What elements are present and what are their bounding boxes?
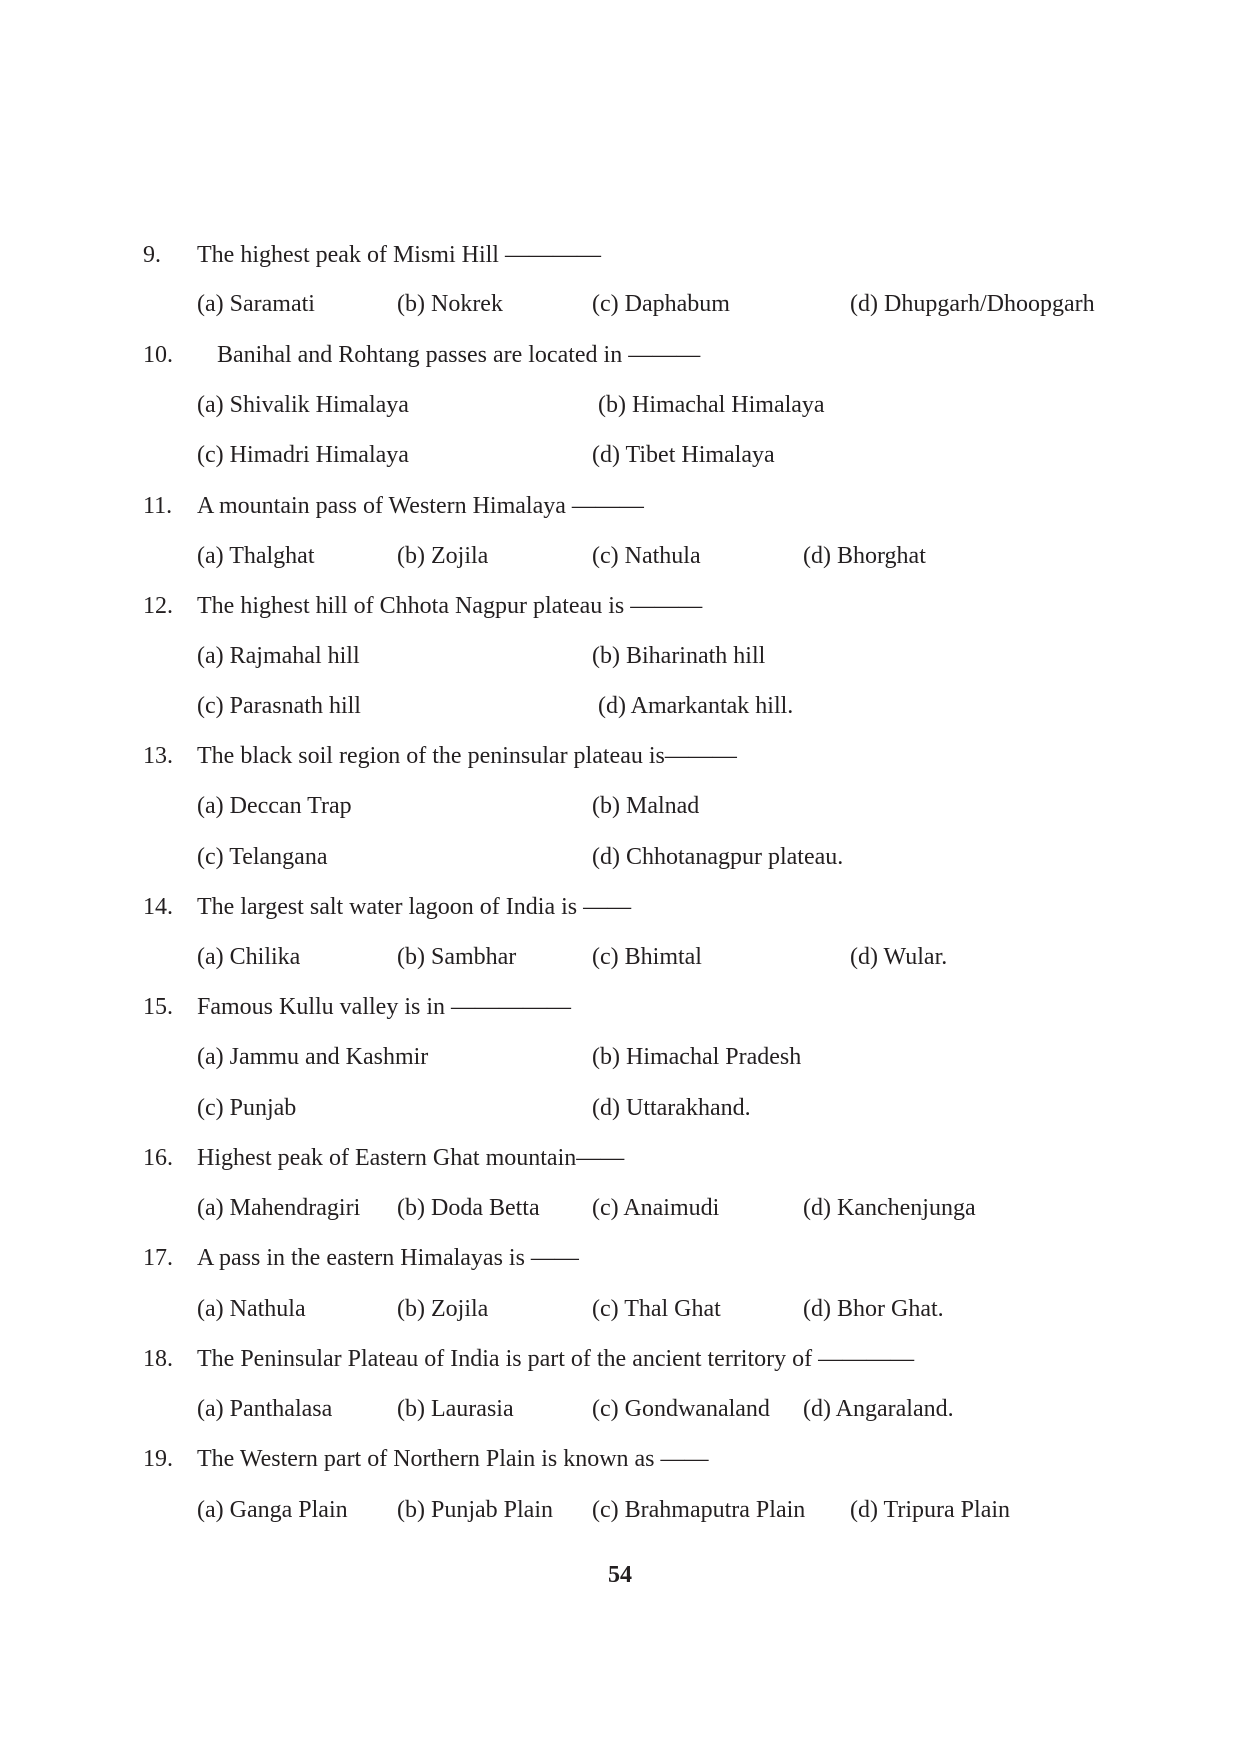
option-c: (c) Nathula	[592, 543, 701, 569]
option-d: (d) Dhupgarh/Dhoopgarh	[850, 291, 1095, 317]
question-number: 10.	[143, 342, 173, 368]
question-number: 17.	[143, 1245, 173, 1271]
question-number: 19.	[143, 1446, 173, 1472]
question-number: 16.	[143, 1145, 173, 1171]
option-d: (d) Bhorghat	[803, 543, 926, 569]
question-text: The highest hill of Chhota Nagpur plateau is ———	[197, 593, 703, 619]
option-c: (c) Telangana	[197, 844, 328, 870]
question-number: 15.	[143, 994, 173, 1020]
option-b: (b) Biharinath hill	[592, 643, 766, 669]
option-b: (b) Nokrek	[397, 291, 503, 317]
option-b: (b) Sambhar	[397, 944, 517, 970]
option-d: (d) Uttarakhand.	[592, 1095, 751, 1121]
option-a: (a) Jammu and Kashmir	[197, 1044, 429, 1070]
option-c: (c) Himadri Himalaya	[197, 442, 409, 468]
question-number: 12.	[143, 593, 173, 619]
option-a: (a) Deccan Trap	[197, 793, 352, 819]
option-d: (d) Chhotanagpur plateau.	[592, 844, 844, 870]
question-number: 13.	[143, 743, 173, 769]
option-a: (a) Ganga Plain	[197, 1497, 348, 1523]
option-a: (a) Thalghat	[197, 543, 315, 569]
option-b: (b) Laurasia	[397, 1396, 514, 1422]
option-c: (c) Punjab	[197, 1095, 297, 1121]
option-b: (b) Himachal Himalaya	[598, 392, 825, 418]
option-c: (c) Bhimtal	[592, 944, 702, 970]
question-text: The Peninsular Plateau of India is part of the ancient territory of ————	[197, 1346, 915, 1372]
question-text: The largest salt water lagoon of India is ——	[197, 894, 632, 920]
option-c: (c) Parasnath hill	[197, 693, 361, 719]
option-b: (b) Doda Betta	[397, 1195, 540, 1221]
option-c: (c) Thal Ghat	[592, 1296, 721, 1322]
question-text: The highest peak of Mismi Hill ————	[197, 242, 601, 268]
option-a: (a) Mahendragiri	[197, 1195, 361, 1221]
option-d: (d) Angaraland.	[803, 1396, 954, 1422]
question-text: A mountain pass of Western Himalaya ———	[197, 493, 644, 519]
option-a: (a) Nathula	[197, 1296, 306, 1322]
option-b: (b) Malnad	[592, 793, 700, 819]
option-b: (b) Punjab Plain	[397, 1497, 553, 1523]
option-a: (a) Rajmahal hill	[197, 643, 360, 669]
question-number: 18.	[143, 1346, 173, 1372]
page-number: 54	[608, 1562, 632, 1588]
option-d: (d) Tripura Plain	[850, 1497, 1011, 1523]
question-number: 9.	[143, 242, 161, 268]
question-number: 11.	[143, 493, 173, 519]
option-b: (b) Zojila	[397, 1296, 489, 1322]
option-b: (b) Himachal Pradesh	[592, 1044, 802, 1070]
option-c: (c) Gondwanaland	[592, 1396, 770, 1422]
question-text: Famous Kullu valley is in —————	[197, 994, 571, 1020]
option-c: (c) Daphabum	[592, 291, 730, 317]
option-d: (d) Kanchenjunga	[803, 1195, 976, 1221]
option-d: (d) Amarkantak hill.	[598, 693, 794, 719]
question-text: The black soil region of the peninsular plateau is———	[197, 743, 737, 769]
question-text: Banihal and Rohtang passes are located in ———	[217, 342, 701, 368]
option-b: (b) Zojila	[397, 543, 489, 569]
question-text: Highest peak of Eastern Ghat mountain——	[197, 1145, 625, 1171]
option-c: (c) Anaimudi	[592, 1195, 720, 1221]
question-text: The Western part of Northern Plain is known as ——	[197, 1446, 709, 1472]
option-c: (c) Brahmaputra Plain	[592, 1497, 806, 1523]
option-a: (a) Chilika	[197, 944, 301, 970]
option-d: (d) Bhor Ghat.	[803, 1296, 944, 1322]
option-a: (a) Panthalasa	[197, 1396, 333, 1422]
option-d: (d) Tibet Himalaya	[592, 442, 775, 468]
question-text: A pass in the eastern Himalayas is ——	[197, 1245, 579, 1271]
question-number: 14.	[143, 894, 173, 920]
option-d: (d) Wular.	[850, 944, 948, 970]
option-a: (a) Saramati	[197, 291, 315, 317]
option-a: (a) Shivalik Himalaya	[197, 392, 409, 418]
